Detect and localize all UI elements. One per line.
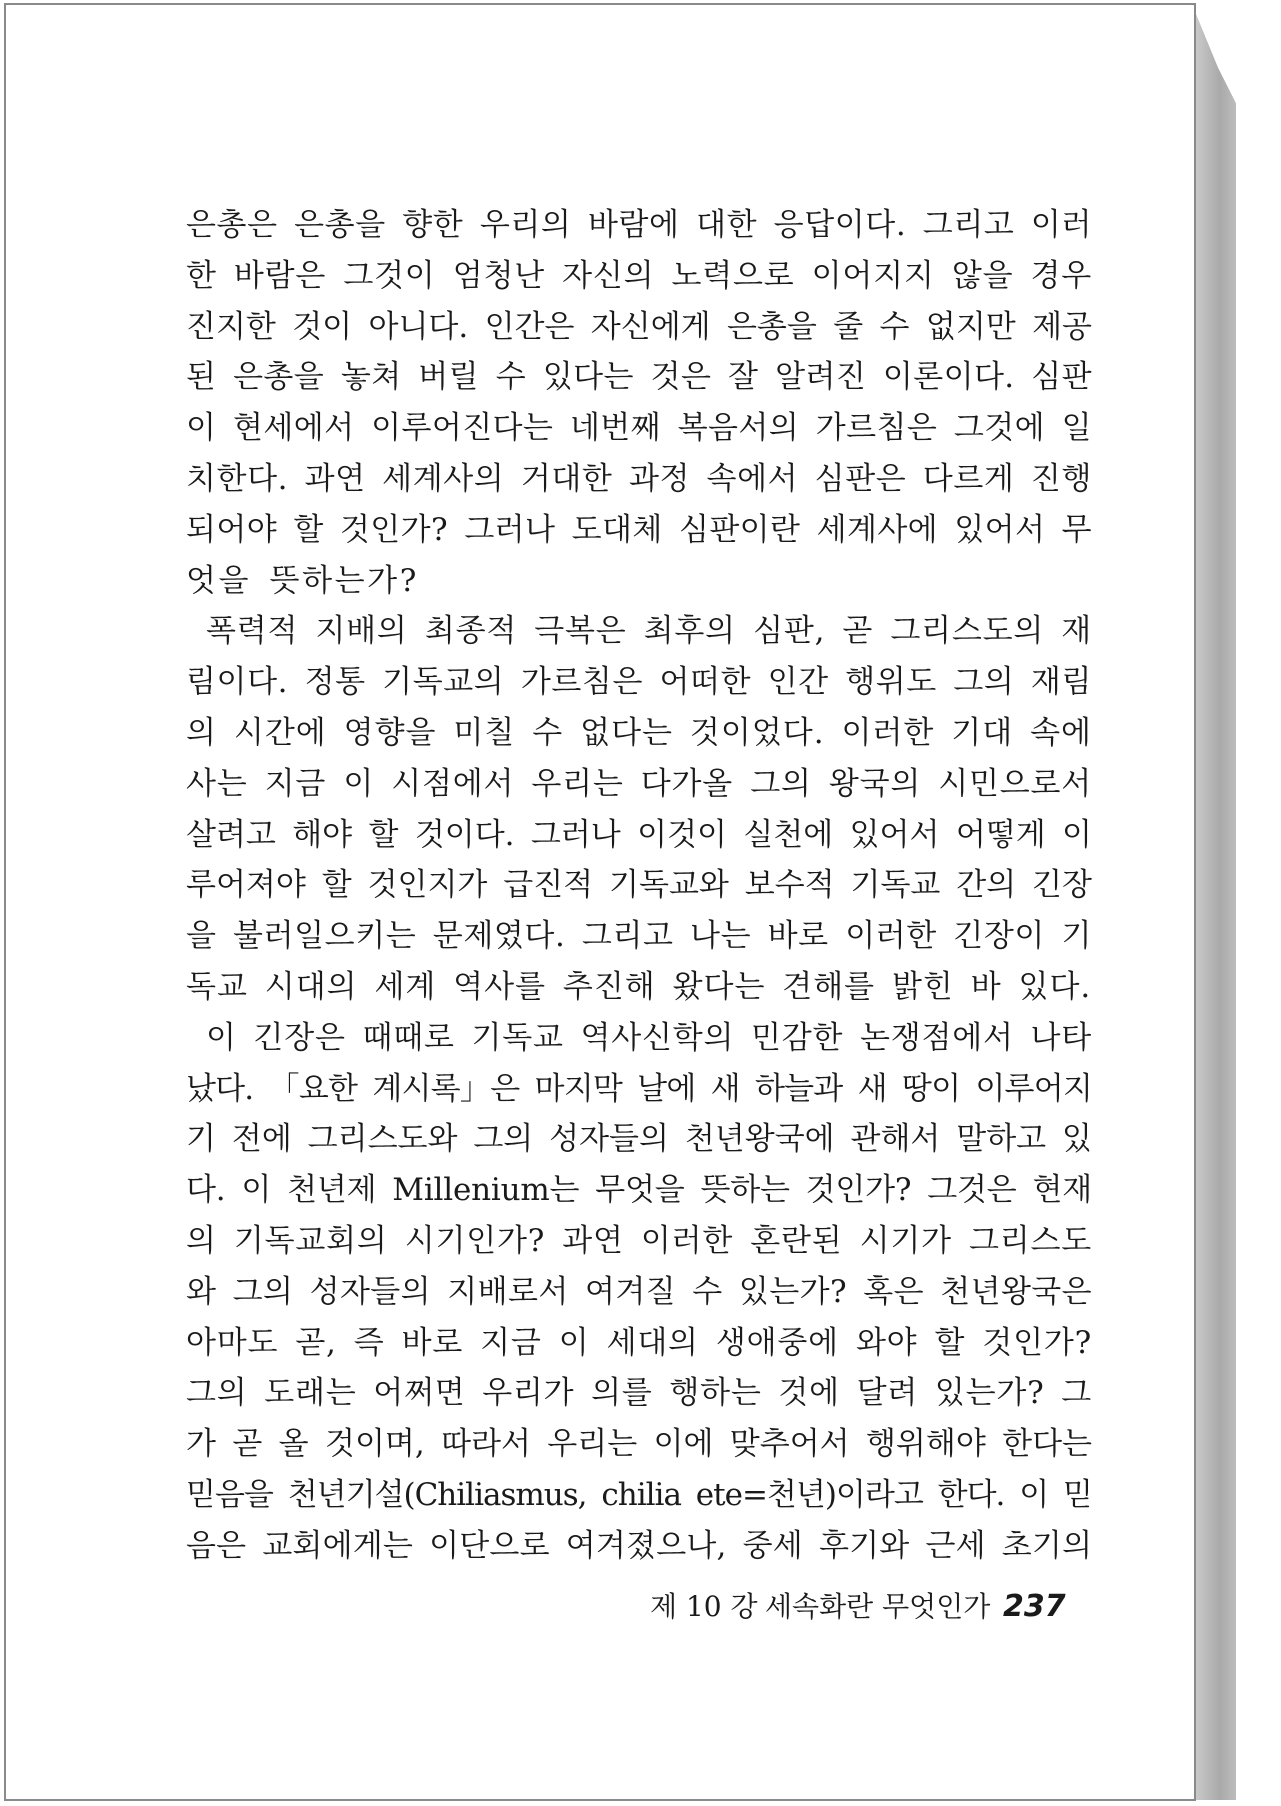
text-line: 치한다. 과연 세계사의 거대한 과정 속에서 심판은 다르게 진행	[186, 460, 1092, 497]
text-line: 이 현세에서 이루어진다는 네번째 복음서의 가르침은 그것에 일	[186, 410, 1092, 447]
text-line: 그의 도래는 어쩌면 우리가 의를 행하는 것에 달려 있는가? 그	[186, 1375, 1092, 1412]
text-line: 이 긴장은 때때로 기독교 역사신학의 민감한 논쟁점에서 나타	[206, 1019, 1092, 1056]
text-line: 가 곧 올 것이며, 따라서 우리는 이에 맞추어서 행위해야 한다는	[186, 1426, 1092, 1463]
text-line: 폭력적 지배의 최종적 극복은 최후의 심판, 곧 그리스도의 재	[206, 613, 1092, 650]
text-line: 한 바람은 그것이 엄청난 자신의 노력으로 이어지지 않을 경우	[186, 257, 1092, 294]
text-line: 났다. 「요한 계시록」은 마지막 날에 새 하늘과 새 땅이 이루어지	[186, 1070, 1092, 1107]
text-line: 되어야 할 것인가? 그러나 도대체 심판이란 세계사에 있어서 무	[186, 511, 1092, 548]
text-line: 된 은총을 놓쳐 버릴 수 있다는 것은 잘 알려진 이론이다. 심판	[186, 359, 1092, 396]
page-edge-shadow	[1196, 14, 1236, 1800]
text-line: 진지한 것이 아니다. 인간은 자신에게 은총을 줄 수 없지만 제공	[186, 308, 1092, 345]
text-line: 아마도 곧, 즉 바로 지금 이 세대의 생애중에 와야 할 것인가?	[186, 1324, 1092, 1361]
running-footer	[650, 1584, 1070, 1630]
text-line: 믿음을 천년기설(Chiliasmus, chilia ete=천년)이라고 한다. 이 믿	[186, 1476, 1092, 1513]
text-line: 의 기독교회의 시기인가? 과연 이러한 혼란된 시기가 그리스도	[186, 1222, 1092, 1259]
text-line: 사는 지금 이 시점에서 우리는 다가올 그의 왕국의 시민으로서	[186, 765, 1092, 802]
text-line: 을 불러일으키는 문제였다. 그리고 나는 바로 이러한 긴장이 기	[186, 918, 1092, 955]
text-line: 독교 시대의 세계 역사를 추진해 왔다는 견해를 밝힌 바 있다.	[186, 968, 1092, 1005]
text-line: 와 그의 성자들의 지배로서 여겨질 수 있는가? 혹은 천년왕국은	[186, 1273, 1092, 1310]
text-line: 은총은 은총을 향한 우리의 바람에 대한 응답이다. 그리고 이러	[186, 207, 1092, 243]
text-line: 엇을 뜻하는가?	[186, 562, 419, 599]
text-line: 기 전에 그리스도와 그의 성자들의 천년왕국에 관해서 말하고 있	[186, 1121, 1092, 1158]
page-number: 237	[1003, 1589, 1066, 1624]
text-line: 루어져야 할 것인지가 급진적 기독교와 보수적 기독교 간의 긴장	[186, 867, 1092, 904]
text-line: 다. 이 천년제 Millenium는 무엇을 뜻하는 것인가? 그것은 현재	[186, 1172, 1092, 1209]
text-line: 림이다. 정통 기독교의 가르침은 어떠한 인간 행위도 그의 재림	[186, 664, 1092, 701]
text-line: 살려고 해야 할 것이다. 그러나 이것이 실천에 있어서 어떻게 이	[186, 816, 1092, 853]
body-text	[186, 200, 1092, 1572]
text-line: 의 시간에 영향을 미칠 수 없다는 것이었다. 이러한 기대 속에	[186, 714, 1092, 751]
text-line: 음은 교회에게는 이단으로 여겨졌으나, 중세 후기와 근세 초기의	[186, 1527, 1093, 1564]
footer-chapter: 제 10 강	[650, 1590, 758, 1623]
footer-title: 세속화란 무엇인가	[765, 1590, 991, 1623]
